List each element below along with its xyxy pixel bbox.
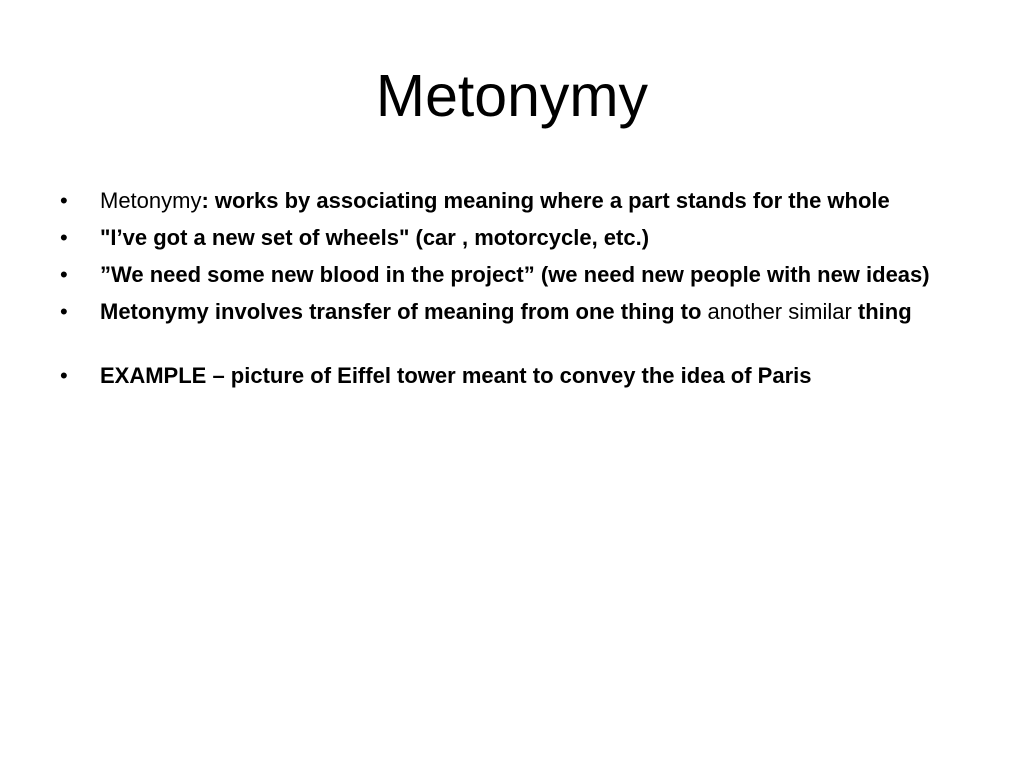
bullet-list <box>60 185 960 397</box>
bullet-item-eiffel-example <box>60 360 960 391</box>
bullet-text-segment: : works by associating meaning where a part stands for the whole <box>201 188 890 213</box>
bullet-item-wheels-example <box>60 222 960 253</box>
bullet-icon: • <box>60 363 68 388</box>
bullet-text-segment: thing <box>857 299 912 324</box>
bullet-text-segment: ”We need some new blood in the project” (we need new people with new ideas) <box>100 262 930 287</box>
bullet-text-segment: Metonymy <box>100 188 202 213</box>
bullet-icon: • <box>60 262 68 287</box>
slide-title: Metonymy <box>375 63 649 129</box>
bullet-icon: • <box>60 188 68 213</box>
bullet-icon: • <box>60 299 68 324</box>
bullet-icon: • <box>60 225 68 250</box>
bullet-text-segment: EXAMPLE – picture of Eiffel tower meant to convey the idea of Paris <box>100 363 812 388</box>
bullet-item-blood-example <box>60 259 960 290</box>
bullet-text-segment: "I’ve got a new set of wheels" (car , motorcycle, etc.) <box>100 225 650 250</box>
bullet-item-definition <box>60 185 960 216</box>
bullet-text-segment: Metonymy involves transfer of meaning from one thing to <box>100 299 708 324</box>
bullet-text-segment: another similar <box>707 299 858 324</box>
bullet-item-transfer <box>60 296 960 327</box>
